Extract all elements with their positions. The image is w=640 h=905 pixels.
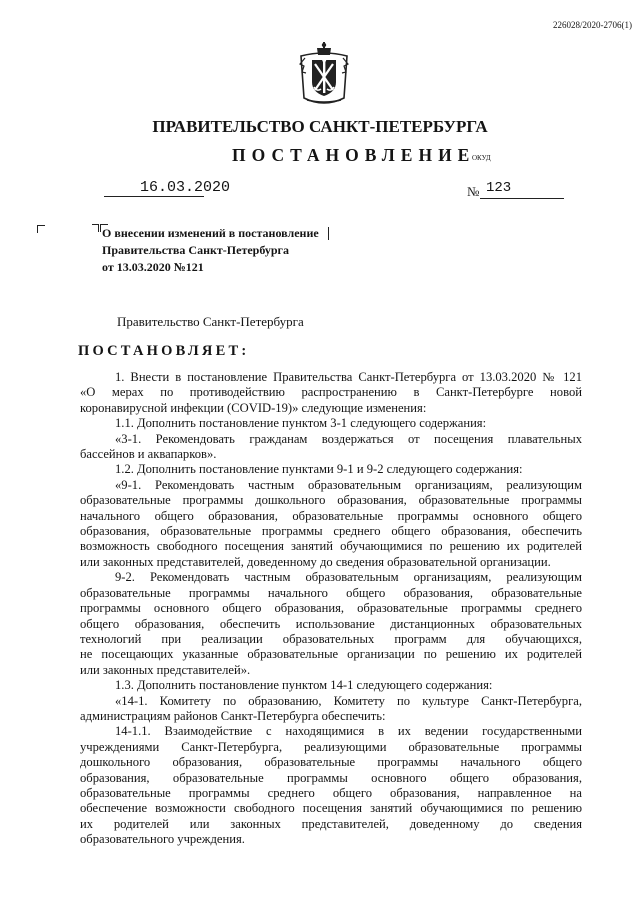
body-line: образовательного учреждения. xyxy=(80,832,245,847)
body-line: образовательные программы среднего общего образования, направленное на xyxy=(80,785,582,800)
body-line: коронавирусной инфекции (COVID-19)» следующие изменения: xyxy=(80,400,427,415)
subject-line: Правительства Санкт-Петербурга xyxy=(102,243,290,257)
preamble: Правительство Санкт-Петербурга xyxy=(117,314,304,329)
corner-mark xyxy=(92,224,99,232)
body-line: «3-1. Рекомендовать гражданам воздержаться от посещения плавательных xyxy=(115,431,582,446)
body-line: начального общего образования, образовательные программы основного общего xyxy=(80,508,582,523)
body-line: или законных представителей». xyxy=(80,662,251,677)
document-number: 123 xyxy=(486,180,512,196)
body-line: не посещающих указанные образовательные организации по решению их родителей xyxy=(80,647,582,662)
body-line: «9-1. Рекомендовать частным образовательным организациям, реализующим xyxy=(115,477,582,492)
body-line: администрациям районов Санкт-Петербурга обеспечить: xyxy=(80,708,386,723)
body-line: обеспечение возможности свободного посещения занятий обучающимися по решению xyxy=(80,801,582,816)
subject-line: от 13.03.2020 №121 xyxy=(102,260,204,274)
body-line: технологий при реализации образовательных программ для обучающихся, xyxy=(80,631,582,646)
subject-line: О внесении изменений в постановление xyxy=(102,226,319,240)
body-line: 1. Внести в постановление Правительства Санкт-Петербурга от 13.03.2020 № 121 xyxy=(115,370,582,384)
coat-of-arms-icon xyxy=(297,42,351,108)
body-line: образовательные программы дошкольного образования, образовательные программы xyxy=(80,493,582,508)
document-type: ПОСТАНОВЛЕНИЕ xyxy=(232,145,476,165)
body-line: программы основного общего образования, образовательные программы среднего xyxy=(80,601,582,616)
body-line: образования, образовательные программы среднего общего образования, обеспечить xyxy=(80,524,582,539)
body-line: «14-1. Комитету по образованию, Комитету по культуре Санкт-Петербурга, xyxy=(115,693,582,708)
body-line: общего образования, обеспечить использование дистанционных образовательных xyxy=(80,616,582,631)
body-line: 1.3. Дополнить постановление пунктом 14-1 следующего содержания: xyxy=(115,678,493,693)
document-body xyxy=(80,370,582,848)
body-line: дошкольного образования, образовательные программы начального общего xyxy=(80,755,582,770)
body-line: образовательные программы начального общего образования, образовательные xyxy=(80,585,582,600)
organization-title: ПРАВИТЕЛЬСТВО САНКТ-ПЕТЕРБУРГА xyxy=(152,117,488,136)
number-underline xyxy=(480,198,564,199)
number-label: № xyxy=(467,184,480,199)
okud-label: ОКУД xyxy=(472,154,491,162)
body-line: учреждениями Санкт-Петербурга, реализующими образовательные программы xyxy=(80,739,582,754)
body-line: их родителей или законных представителей, доведенному до сведения xyxy=(80,816,582,831)
corner-mark xyxy=(326,227,329,240)
body-line: 1.1. Дополнить постановление пунктом 3-1 следующего содержания: xyxy=(115,416,487,431)
body-line: образования, образовательные программы основного общего образования, xyxy=(80,770,582,785)
body-line: «О мерах по противодействию распространению в Санкт-Петербурге новой xyxy=(80,385,582,400)
document-registration-number: 226028/2020-2706(1) xyxy=(553,20,632,30)
body-line: 14-1.1. Взаимодействие с находящимися в их ведении государственными xyxy=(115,724,582,739)
body-line: возможность свободного посещения занятий обучающимися по решению их родителей xyxy=(80,539,582,554)
body-line: бассейнов и аквапарков». xyxy=(80,447,217,462)
date-underline xyxy=(104,196,204,197)
body-line: 1.2. Дополнить постановление пунктами 9-1 и 9-2 следующего содержания: xyxy=(115,462,523,477)
body-line: 9-2. Рекомендовать частным образовательным организациям, реализующим xyxy=(115,570,582,585)
corner-mark xyxy=(37,225,45,233)
document-date: 16.03.2020 xyxy=(140,179,231,196)
document-subject xyxy=(102,225,319,276)
resolves-heading: ПОСТАНОВЛЯЕТ: xyxy=(78,343,250,359)
body-line: или законных представителей, доведенному до сведения образовательной организации. xyxy=(80,554,551,569)
